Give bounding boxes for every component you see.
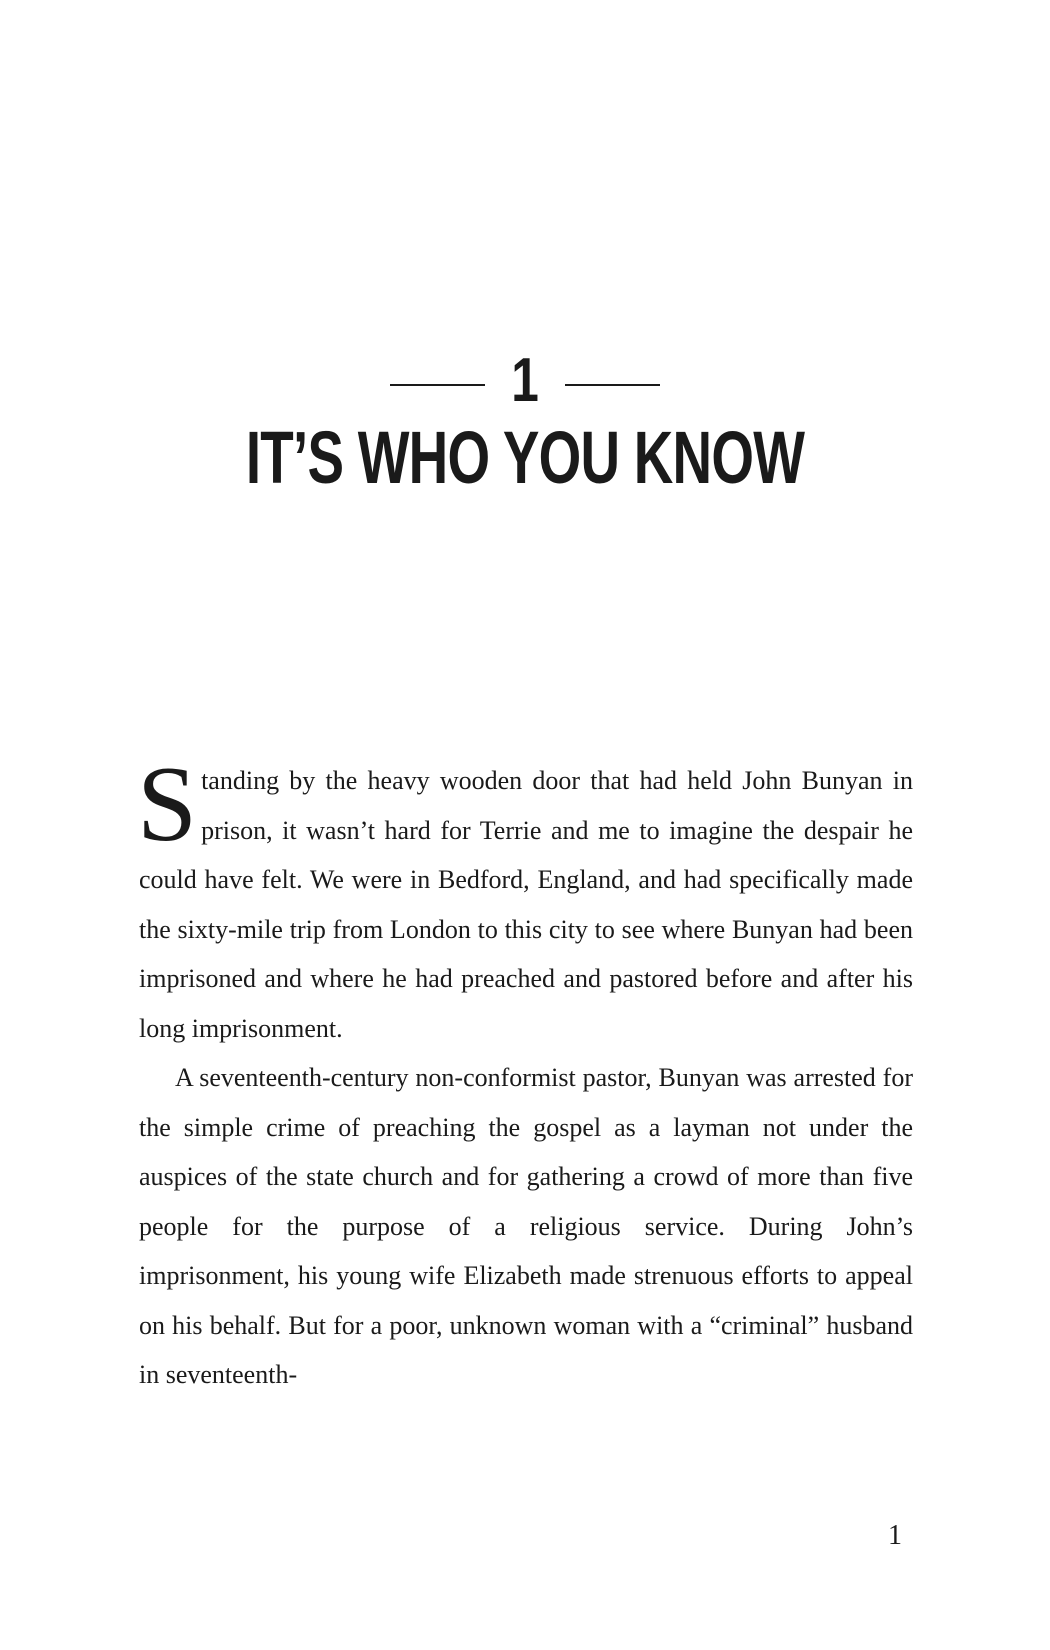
chapter-heading	[0, 346, 1050, 500]
chapter-number: 1	[511, 346, 539, 415]
paragraph: Standing by the heavy wooden door that had held John Bunyan in prison, it wasn’t hard for Terrie and me to imagine the despair he could have felt. We were in Bedford, England, and had specifically made the sixty-mile trip from London to this city to see where Bunyan had been imprisoned and where he had preached and pastored before and after his long imprisonment.	[137, 745, 913, 1043]
body-text	[137, 745, 913, 1400]
chapter-number-row	[0, 346, 1050, 415]
page-number: 1	[888, 1520, 902, 1551]
paragraph: A seventeenth-century non-conformist pastor, Bunyan was arrested for the simple crime of preaching the gospel as a layman not under the auspices of the state church and for gathering a crowd of more than five people for the purpose of a religious service. During John’s imprisonment, his young wife Elizabeth made strenuous efforts to appeal on his behalf. But for a poor, unknown woman with a “criminal” husband in seventeenth-	[139, 1063, 913, 1389]
right-rule	[565, 384, 660, 386]
chapter-title: IT’S WHO YOU KNOW	[245, 416, 805, 499]
left-rule	[390, 384, 485, 386]
